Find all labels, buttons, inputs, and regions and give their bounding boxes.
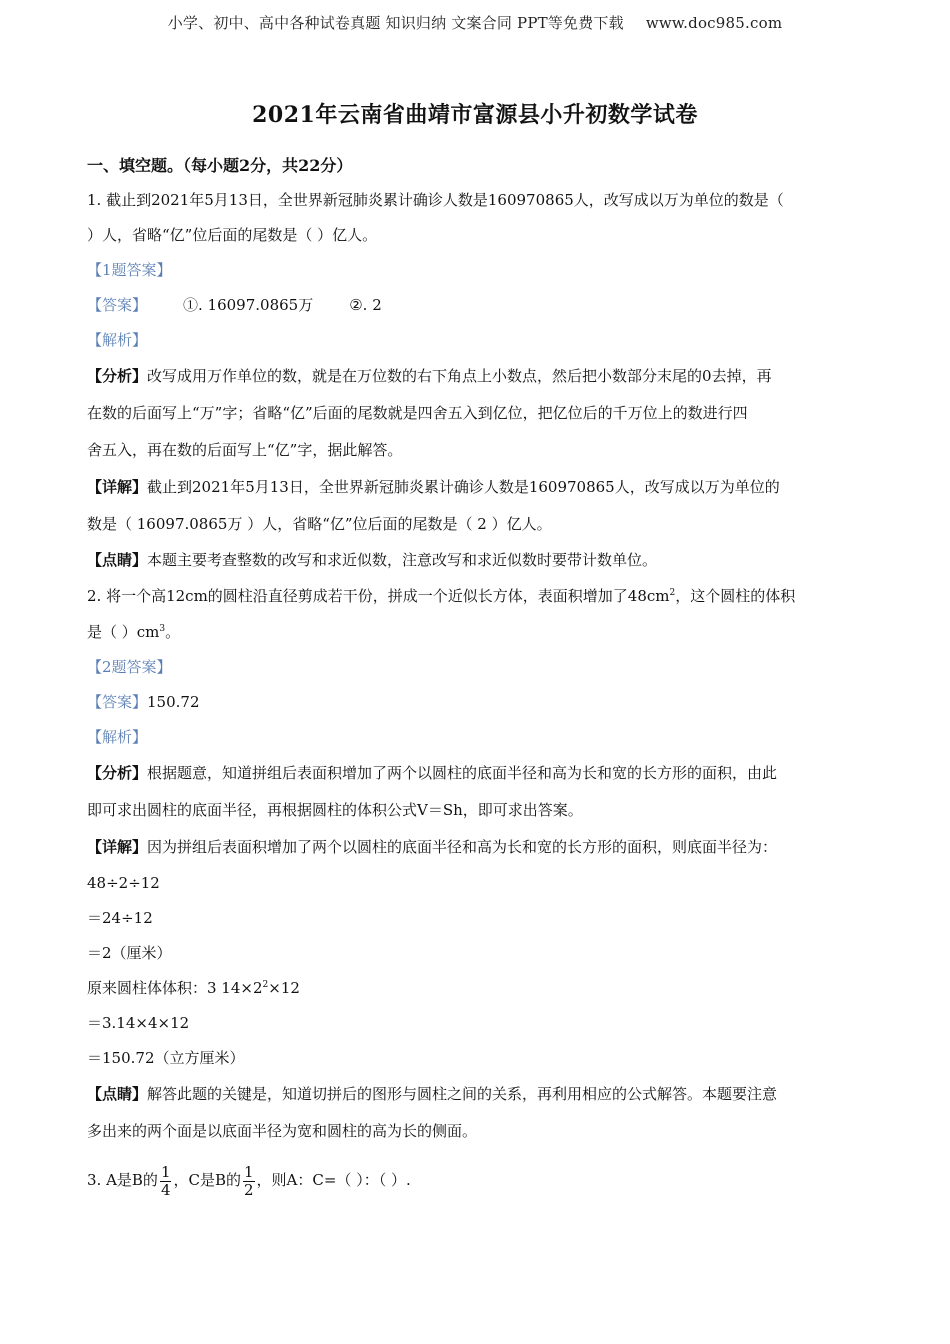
dianjing-label: 【点睛】: [87, 551, 148, 569]
q1-fenxi-text1: 改写成用万作单位的数，就是在万位数的右下角点上小数点，然后把小数部分末尾的0去掉，再: [147, 367, 772, 385]
q2-answer-title: 【2题答案】: [87, 658, 172, 676]
q2-sup2: 3: [159, 624, 166, 634]
q2-calc4-sup: 2: [262, 980, 269, 990]
q2-fenxi-text1: 根据题意，知道拼组后表面积增加了两个以圆柱的底面半径和高为长和宽的长方形的面积，由此: [147, 764, 778, 782]
q1-answer-2: ②. 2: [349, 296, 382, 314]
q1-fenxi-line3: 舍五入，再在数的后面写上“亿”字，据此解答。: [87, 441, 403, 459]
page-header: [0, 12, 950, 33]
q1-dianjing-text: 本题主要考查整数的改写和求近似数，注意改写和求近似数时要带计数单位。: [147, 551, 658, 569]
fraction-one-half: [243, 1164, 255, 1199]
q3-part3: ，则A：C=（ ）：（ ）.: [256, 1171, 411, 1189]
q2-dianjing-line2: 多出来的两个面是以底面半径为宽和圆柱的高为长的侧面。: [87, 1122, 478, 1140]
q1-xiangjie-text1: 截止到2021年5月13日，全世界新冠肺炎累计确诊人数是160970865人，改写成以万为单位的: [147, 478, 780, 496]
q1-answer-title: 【1题答案】: [87, 261, 172, 279]
q2-calc-5: ＝3.14×4×12: [87, 1014, 190, 1032]
q2-text1b: ，这个圆柱的体积: [675, 587, 796, 605]
frac2-denominator: 2: [244, 1180, 254, 1199]
q2-text2a: 是（ ）cm: [87, 623, 160, 641]
q2-text-line1: [87, 578, 867, 615]
q3-part1: 3. A是B的: [87, 1171, 158, 1189]
q2-analysis-label: 【解析】: [87, 728, 148, 746]
dianjing-label: 【点睛】: [87, 1085, 148, 1103]
q1-fenxi-line1: [87, 358, 867, 395]
frac1-denominator: 4: [160, 1180, 171, 1199]
q2-calc-1: 48÷2÷12: [87, 874, 160, 892]
frac1-numerator: 1: [160, 1162, 171, 1181]
q2-xiangjie-line1: [87, 829, 867, 866]
q2-fenxi-line2: 即可求出圆柱的底面半径，再根据圆柱的体积公式V＝Sh，即可求出答案。: [87, 801, 583, 819]
q2-calc-6: ＝150.72（立方厘米）: [87, 1049, 245, 1067]
q3-text: [87, 1150, 867, 1210]
q2-fenxi-line1: [87, 755, 867, 792]
q2-calc-4: [87, 971, 867, 1006]
xiangjie-label: 【详解】: [87, 838, 148, 856]
q1-answer-1: ①. 16097.0865万: [183, 296, 314, 314]
page-title: 2021年云南省曲靖市富源县小升初数学试卷: [252, 102, 698, 128]
q1-analysis-label: 【解析】: [87, 331, 148, 349]
q2-text2b: 。: [165, 623, 181, 641]
q1-xiangjie-line2: 数是（ 16097.0865万 ）人，省略“亿”位后面的尾数是（ 2 ）亿人。: [87, 515, 552, 533]
q2-dianjing-line1: [87, 1076, 867, 1113]
header-text: 小学、初中、高中各种试卷真题 知识归纳 文案合同 PPT等免费下载: [167, 14, 624, 32]
q1-fenxi-line2: 在数的后面写上“万”字；省略“亿”后面的尾数就是四舍五入到亿位，把亿位后的千万位上的数进行四: [87, 404, 748, 422]
fenxi-label: 【分析】: [87, 764, 148, 782]
q2-answer-value: 150.72: [147, 693, 200, 711]
q1-text-line2: ）人，省略“亿”位后面的尾数是（ ）亿人。: [87, 226, 378, 244]
q2-sup1: 2: [669, 588, 676, 598]
q2-dianjing-text1: 解答此题的关键是，知道切拼后的图形与圆柱之间的关系，再利用相应的公式解答。本题要注意: [147, 1085, 778, 1103]
q2-text1a: 2. 将一个高12cm的圆柱沿直径剪成若干份，拼成一个近似长方体，表面积增加了48cm: [87, 587, 670, 605]
answer-label: 【答案】: [87, 693, 148, 711]
q2-calc4b: ×12: [268, 979, 300, 997]
section-heading: 一、填空题。（每小题2分，共22分）: [87, 156, 353, 175]
q2-calc-2: ＝24÷12: [87, 909, 153, 927]
document-body: [87, 148, 867, 1210]
q2-xiangjie-text1: 因为拼组后表面积增加了两个以圆柱的底面半径和高为长和宽的长方形的面积，则底面半径为：: [147, 838, 778, 856]
q2-answer: [87, 685, 867, 720]
fenxi-label: 【分析】: [87, 367, 148, 385]
q3-part2: ，C是B的: [173, 1171, 241, 1189]
fraction-one-quarter: [160, 1164, 172, 1199]
q1-answer: [87, 288, 867, 323]
q1-xiangjie-line1: [87, 469, 867, 506]
answer-label: 【答案】: [87, 296, 148, 314]
q2-text-line2: [87, 615, 867, 650]
xiangjie-label: 【详解】: [87, 478, 148, 496]
q2-calc-3: ＝2（厘米）: [87, 944, 172, 962]
q1-dianjing: [87, 543, 867, 578]
frac2-numerator: 1: [244, 1162, 254, 1181]
q1-text-line1: 1. 截止到2021年5月13日，全世界新冠肺炎累计确诊人数是160970865人，改写成以万为单位的数是（: [87, 191, 784, 209]
q2-calc4a: 原来圆柱体体积：3 14×2: [87, 979, 263, 997]
header-url[interactable]: www.doc985.com: [645, 14, 783, 32]
